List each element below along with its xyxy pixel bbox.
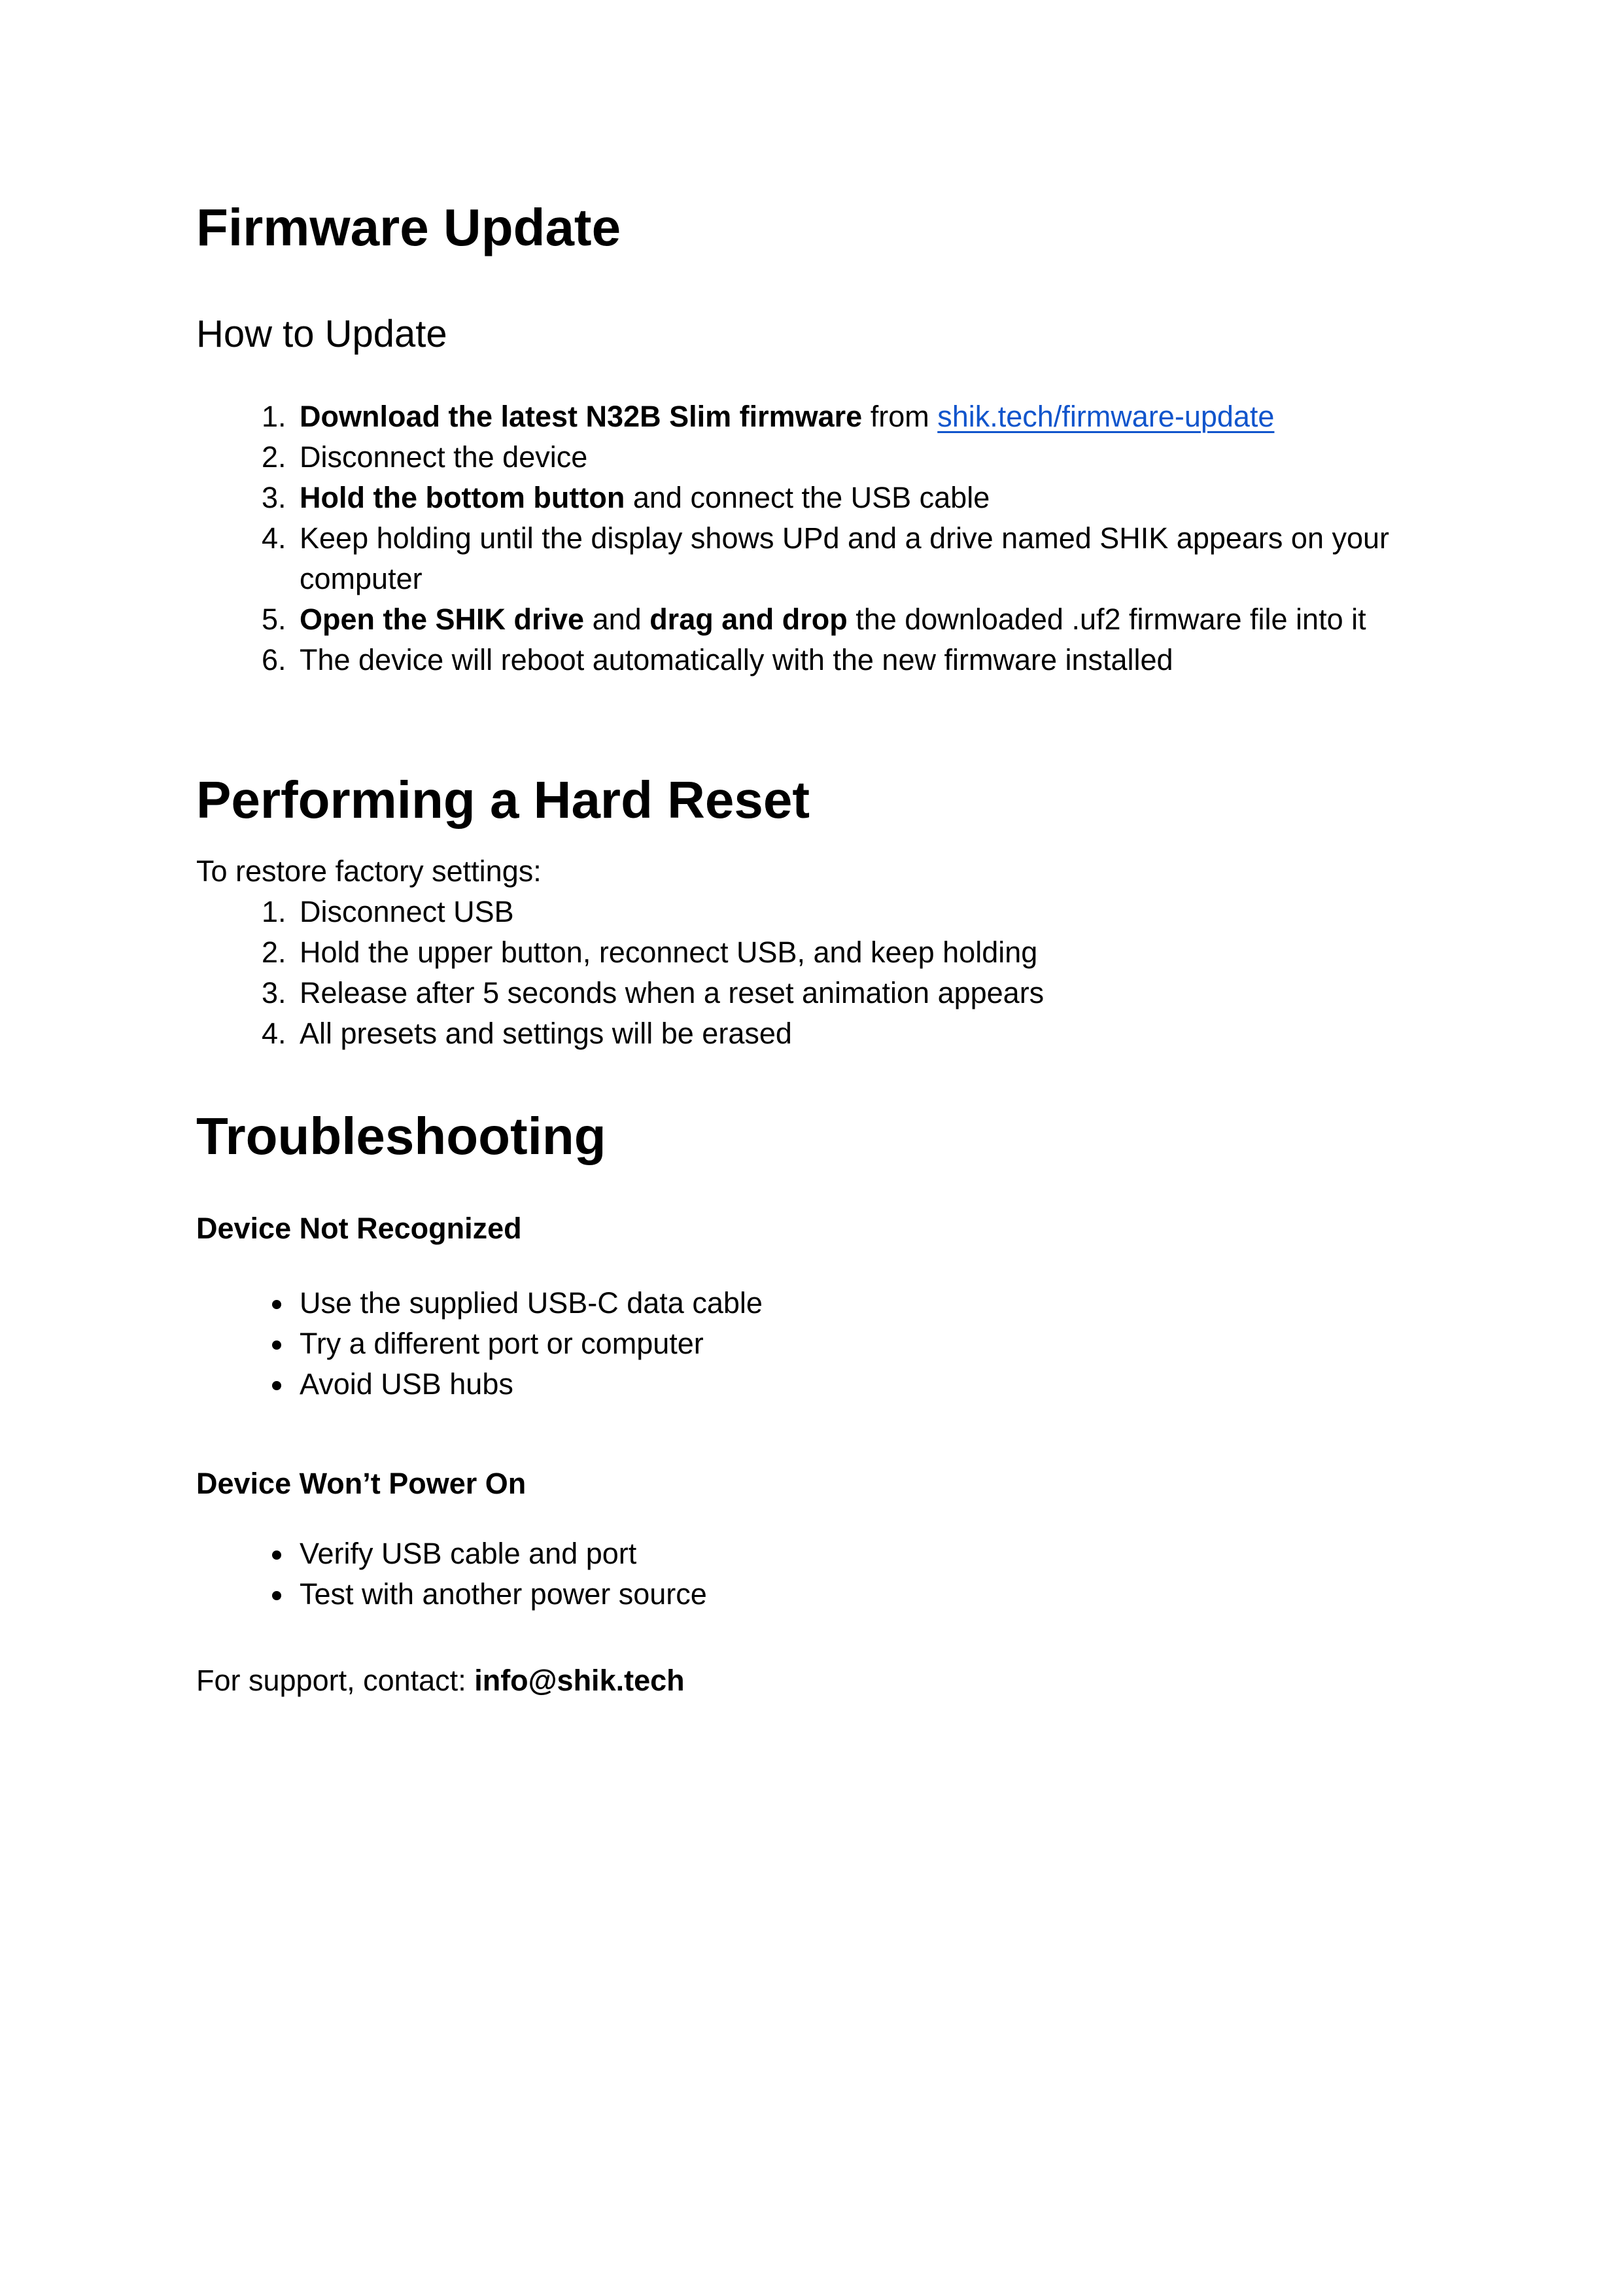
step-2-text: Disconnect the device [300,440,588,474]
step-3-text: and connect the USB cable [625,480,990,514]
support-prefix: For support, contact: [196,1663,475,1697]
bullet-item: • Test with another power source [294,1574,1428,1615]
step-3-bold-text: Hold the bottom button [300,480,625,514]
reset-step-3: 3. Release after 5 seconds when a reset animation appears [294,973,1428,1013]
device-not-recognized-bullets [196,1283,1428,1405]
step-5-bold-text-1: Open the SHIK drive [300,602,585,636]
step-4-text: Keep holding until the display shows UPd and a drive named SHIK appears on your computer [300,521,1390,595]
how-to-update-steps [196,396,1428,680]
list-item-step-6 [294,640,1428,680]
bullet-item: • Try a different port or computer [294,1323,1428,1364]
step-5-text-1: and [584,602,650,636]
support-email: info@shik.tech [474,1663,685,1697]
device-wont-power-on-bullets [196,1533,1428,1615]
step-1-bold-text: Download the latest N32B Slim firmware [300,399,863,433]
firmware-update-link[interactable]: shik.tech/firmware-update [937,399,1275,433]
heading-troubleshooting: Troubleshooting [196,1106,606,1165]
list-item-step-2 [294,437,1428,478]
reset-step-1: 1. Disconnect USB [294,892,1428,932]
list-item-step-5 [294,599,1428,640]
step-1-text: from [862,399,938,433]
support-contact-line [196,1660,1428,1701]
hard-reset-steps [196,892,1428,1054]
step-5-bold-text-2: drag and drop [649,602,848,636]
list-item-step-1 [294,396,1428,437]
list-item-step-4 [294,518,1428,599]
step-5-text-2: the downloaded .uf2 firmware file into it [847,602,1366,636]
step-6-text: The device will reboot automatically with the new firmware installed [300,642,1173,676]
list-item-step-3 [294,478,1428,518]
subheading-device-not-recognized: Device Not Recognized [196,1211,522,1245]
reset-step-2: 2. Hold the upper button, reconnect USB, and keep holding [294,932,1428,973]
heading-firmware-update: Firmware Update [196,198,621,256]
hard-reset-intro: To restore factory settings: [196,854,542,888]
bullet-item: • Use the supplied USB-C data cable [294,1283,1428,1323]
bullet-item: • Avoid USB hubs [294,1364,1428,1405]
subheading-device-wont-power-on: Device Won’t Power On [196,1466,527,1500]
heading-hard-reset: Performing a Hard Reset [196,770,810,829]
reset-step-4: 4. All presets and settings will be erased [294,1013,1428,1054]
heading-how-to-update: How to Update [196,313,447,355]
bullet-item: • Verify USB cable and port [294,1533,1428,1574]
